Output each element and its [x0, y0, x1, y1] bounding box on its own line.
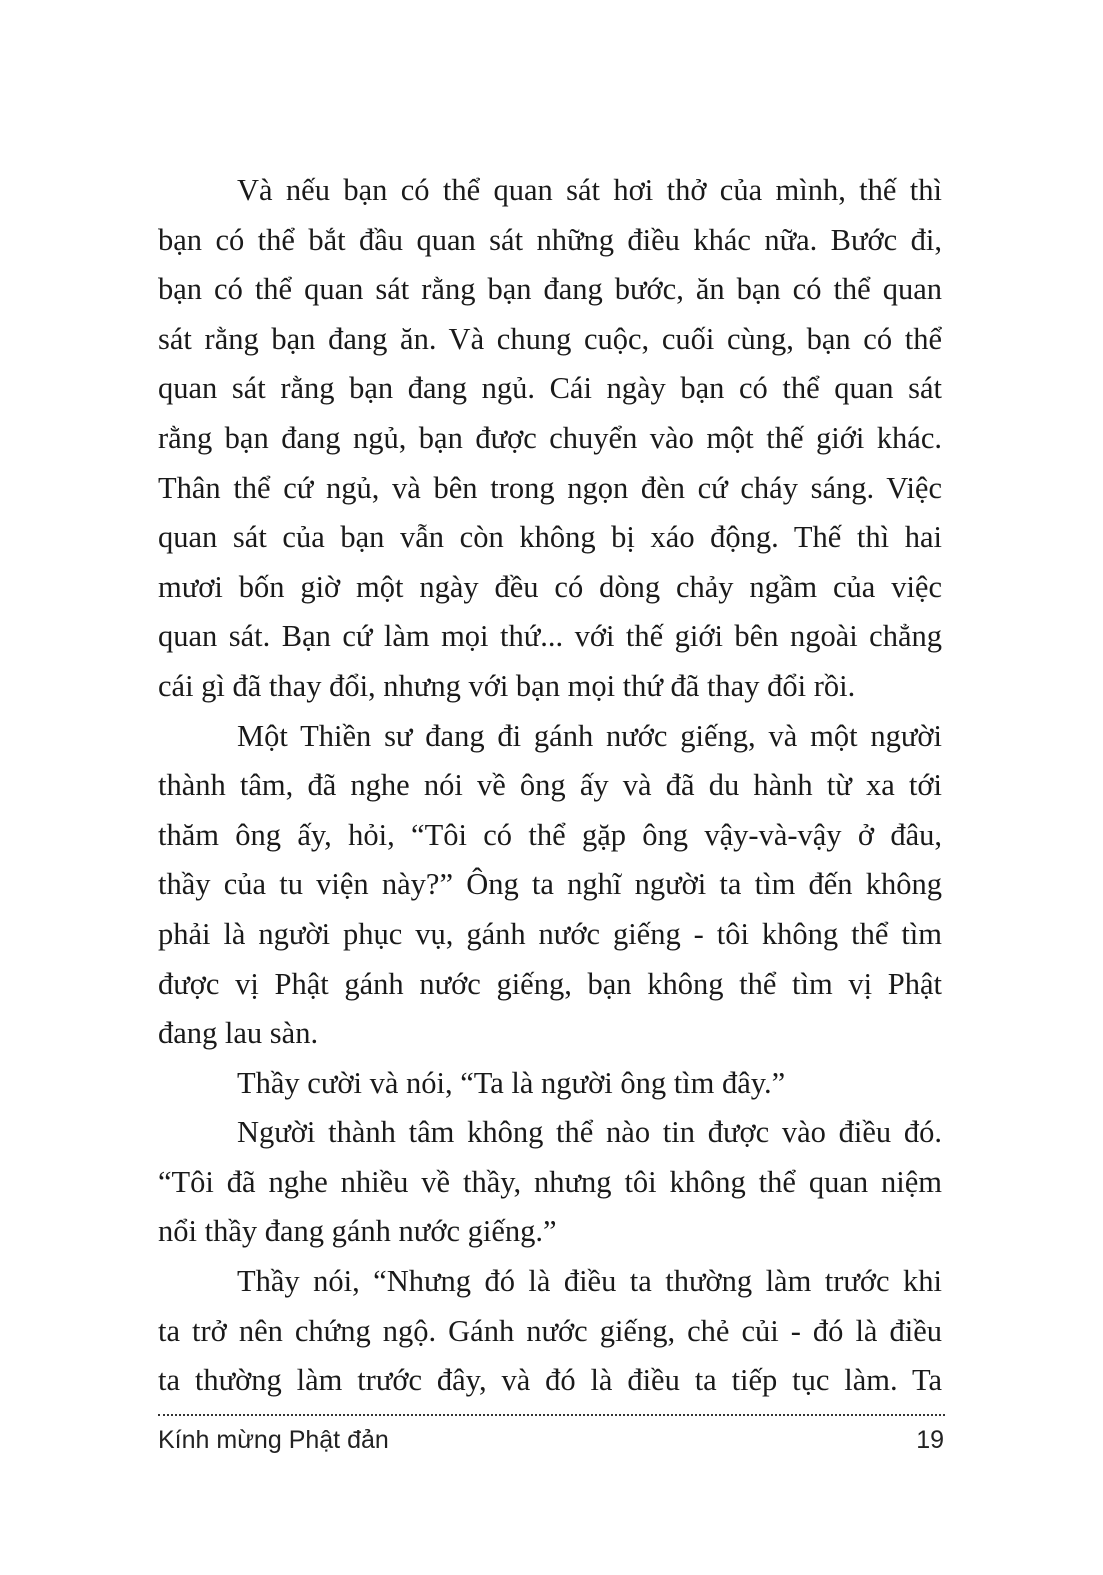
- paragraph: [158, 1108, 942, 1257]
- footer-divider: [158, 1414, 945, 1416]
- text-line: mươi bốn giờ một ngày đều có dòng chảy ngầm của việc: [158, 569, 942, 604]
- paragraph: [158, 712, 942, 1059]
- text-line: bạn có thể quan sát rằng bạn đang bước, ăn bạn có thể quan: [158, 272, 942, 307]
- page-footer: [158, 1422, 944, 1458]
- text-line: Một Thiền sư đang đi gánh nước giếng, và một người: [237, 718, 942, 753]
- text-line: bạn có thể bắt đầu quan sát những điều khác nữa. Bước đi,: [158, 222, 942, 257]
- text-line: quan sát. Bạn cứ làm mọi thứ... với thế giới bên ngoài chẳng: [158, 619, 942, 654]
- text-line: quan sát rằng bạn đang ngủ. Cái ngày bạn có thể quan sát: [158, 371, 942, 406]
- page-number: 19: [916, 1426, 944, 1454]
- text-line: cái gì đã thay đổi, nhưng với bạn mọi thứ đã thay đổi rồi.: [158, 668, 856, 703]
- text-line: ta trở nên chứng ngộ. Gánh nước giếng, chẻ củi - đó là điều: [158, 1313, 942, 1348]
- page-body: [158, 166, 942, 1406]
- text-line: rằng bạn đang ngủ, bạn được chuyển vào một thế giới khác.: [158, 420, 942, 455]
- text-line: Thân thể cứ ngủ, và bên trong ngọn đèn cứ cháy sáng. Việc: [158, 470, 942, 505]
- text-line: được vị Phật gánh nước giếng, bạn không thể tìm vị Phật: [158, 966, 942, 1001]
- text-line: thăm ông ấy, hỏi, “Tôi có thể gặp ông vậy-và-vậy ở đâu,: [158, 817, 942, 852]
- text-line: ta thường làm trước đây, và đó là điều ta tiếp tục làm. Ta: [158, 1363, 942, 1398]
- paragraph: [158, 1257, 942, 1406]
- text-line: Và nếu bạn có thể quan sát hơi thở của mình, thế thì: [237, 173, 942, 207]
- text-line: thành tâm, đã nghe nói về ông ấy và đã du hành từ xa tới: [158, 768, 942, 803]
- text-line: quan sát của bạn vẫn còn không bị xáo động. Thế thì hai: [158, 520, 942, 555]
- paragraph: [158, 1059, 942, 1109]
- paragraph: [158, 166, 942, 712]
- text-line: Người thành tâm không thể nào tin được vào điều đó.: [237, 1115, 942, 1150]
- text-line: phải là người phục vụ, gánh nước giếng - tôi không thể tìm: [158, 916, 942, 951]
- text-line: sát rằng bạn đang ăn. Và chung cuộc, cuối cùng, bạn có thể: [158, 321, 942, 356]
- running-footer-title: Kính mừng Phật đản: [158, 1426, 389, 1454]
- text-line: đang lau sàn.: [158, 1016, 319, 1051]
- text-line: nổi thầy đang gánh nước giếng.”: [158, 1214, 557, 1249]
- text-line: Thầy cười và nói, “Ta là người ông tìm đây.”: [237, 1065, 786, 1100]
- text-line: “Tôi đã nghe nhiều về thầy, nhưng tôi không thể quan niệm: [158, 1164, 942, 1199]
- text-line: thầy của tu viện này?” Ông ta nghĩ người ta tìm đến không: [158, 867, 942, 902]
- text-line: Thầy nói, “Nhưng đó là điều ta thường làm trước khi: [237, 1264, 942, 1299]
